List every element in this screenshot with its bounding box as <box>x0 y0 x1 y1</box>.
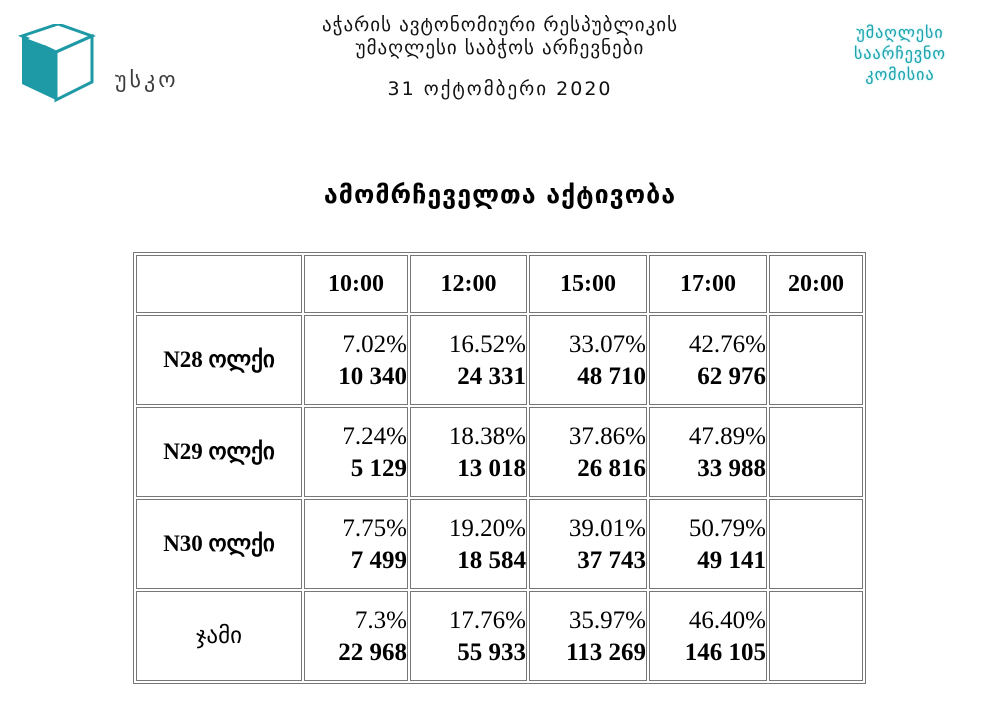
voter-count: 26 816 <box>577 454 646 482</box>
commission-line-1: უმაღლესი <box>856 23 944 42</box>
commission-line-3: კომისია <box>865 65 935 84</box>
turnout-percent: 39.01% <box>568 514 646 542</box>
voter-count: 62 976 <box>697 362 766 390</box>
commission-name <box>820 22 980 85</box>
cube-logo-icon <box>18 24 98 104</box>
voter-count: 37 743 <box>577 546 646 574</box>
turnout-percent: 50.79% <box>688 514 766 542</box>
election-date: 31 ოქტომბერი 2020 <box>387 78 613 100</box>
commission-line-2: საარჩევნო <box>854 44 946 63</box>
table-cell <box>529 499 647 589</box>
header-cell-2000: 20:00 <box>769 255 863 313</box>
table-cell <box>529 315 647 405</box>
row-label: N29 ოლქი <box>136 407 302 497</box>
voter-count: 24 331 <box>457 362 526 390</box>
voter-count: 5 129 <box>350 454 407 482</box>
voter-count: 7 499 <box>350 546 407 574</box>
header-cell-1500: 15:00 <box>529 255 647 313</box>
header-cell-empty <box>136 255 302 313</box>
row-label: N30 ოლქი <box>136 499 302 589</box>
voter-count: 13 018 <box>457 454 526 482</box>
voter-count: 22 968 <box>338 638 407 666</box>
title-line-2: უმაღლესი საბჭოს არჩევნები <box>355 37 645 59</box>
voter-count: 55 933 <box>457 638 526 666</box>
table-cell <box>529 591 647 681</box>
table-cell-empty <box>769 315 863 405</box>
header-cell-1200: 12:00 <box>410 255 527 313</box>
turnout-percent: 18.38% <box>448 422 526 450</box>
table-cell <box>410 407 527 497</box>
turnout-percent: 16.52% <box>448 330 526 358</box>
header-cell-1700: 17:00 <box>649 255 767 313</box>
turnout-percent: 47.89% <box>688 422 766 450</box>
voter-count: 146 105 <box>684 638 766 666</box>
table-cell-empty <box>769 407 863 497</box>
table-cell <box>529 407 647 497</box>
voter-count: 49 141 <box>697 546 766 574</box>
turnout-percent: 7.24% <box>342 422 407 450</box>
table-cell <box>304 315 408 405</box>
turnout-percent: 46.40% <box>688 606 766 634</box>
voter-count: 18 584 <box>457 546 526 574</box>
row-label: ჯამი <box>136 591 302 681</box>
turnout-percent: 42.76% <box>688 330 766 358</box>
page-title: ამომრჩეველთა აქტივობა <box>323 180 677 209</box>
table-cell <box>410 499 527 589</box>
turnout-percent: 7.3% <box>354 606 407 634</box>
table-cell <box>410 591 527 681</box>
table-row <box>136 407 863 497</box>
cec-logo <box>18 24 218 104</box>
voter-count: 33 988 <box>697 454 766 482</box>
voter-count: 113 269 <box>566 638 646 666</box>
election-title <box>250 14 750 60</box>
table-cell <box>649 407 767 497</box>
table-cell-empty <box>769 499 863 589</box>
table-cell <box>410 315 527 405</box>
voter-count: 48 710 <box>577 362 646 390</box>
logo-text: უსკო <box>115 68 179 93</box>
turnout-percent: 7.75% <box>342 514 407 542</box>
row-label: N28 ოლქი <box>136 315 302 405</box>
turnout-percent: 33.07% <box>568 330 646 358</box>
title-line-1: აჭარის ავტონომიური რესპუბლიკის <box>321 14 679 36</box>
header-cell-1000: 10:00 <box>304 255 408 313</box>
table-cell <box>304 407 408 497</box>
table-cell <box>304 591 408 681</box>
table-cell-empty <box>769 591 863 681</box>
table-header-row <box>136 255 863 313</box>
turnout-percent: 7.02% <box>342 330 407 358</box>
turnout-table <box>133 252 866 684</box>
table-row-total <box>136 591 863 681</box>
turnout-percent: 37.86% <box>568 422 646 450</box>
turnout-percent: 35.97% <box>568 606 646 634</box>
table-row <box>136 315 863 405</box>
voter-count: 10 340 <box>338 362 407 390</box>
table-cell <box>649 315 767 405</box>
table-cell <box>649 591 767 681</box>
table-cell <box>649 499 767 589</box>
turnout-percent: 17.76% <box>448 606 526 634</box>
table-row <box>136 499 863 589</box>
table-cell <box>304 499 408 589</box>
turnout-percent: 19.20% <box>448 514 526 542</box>
